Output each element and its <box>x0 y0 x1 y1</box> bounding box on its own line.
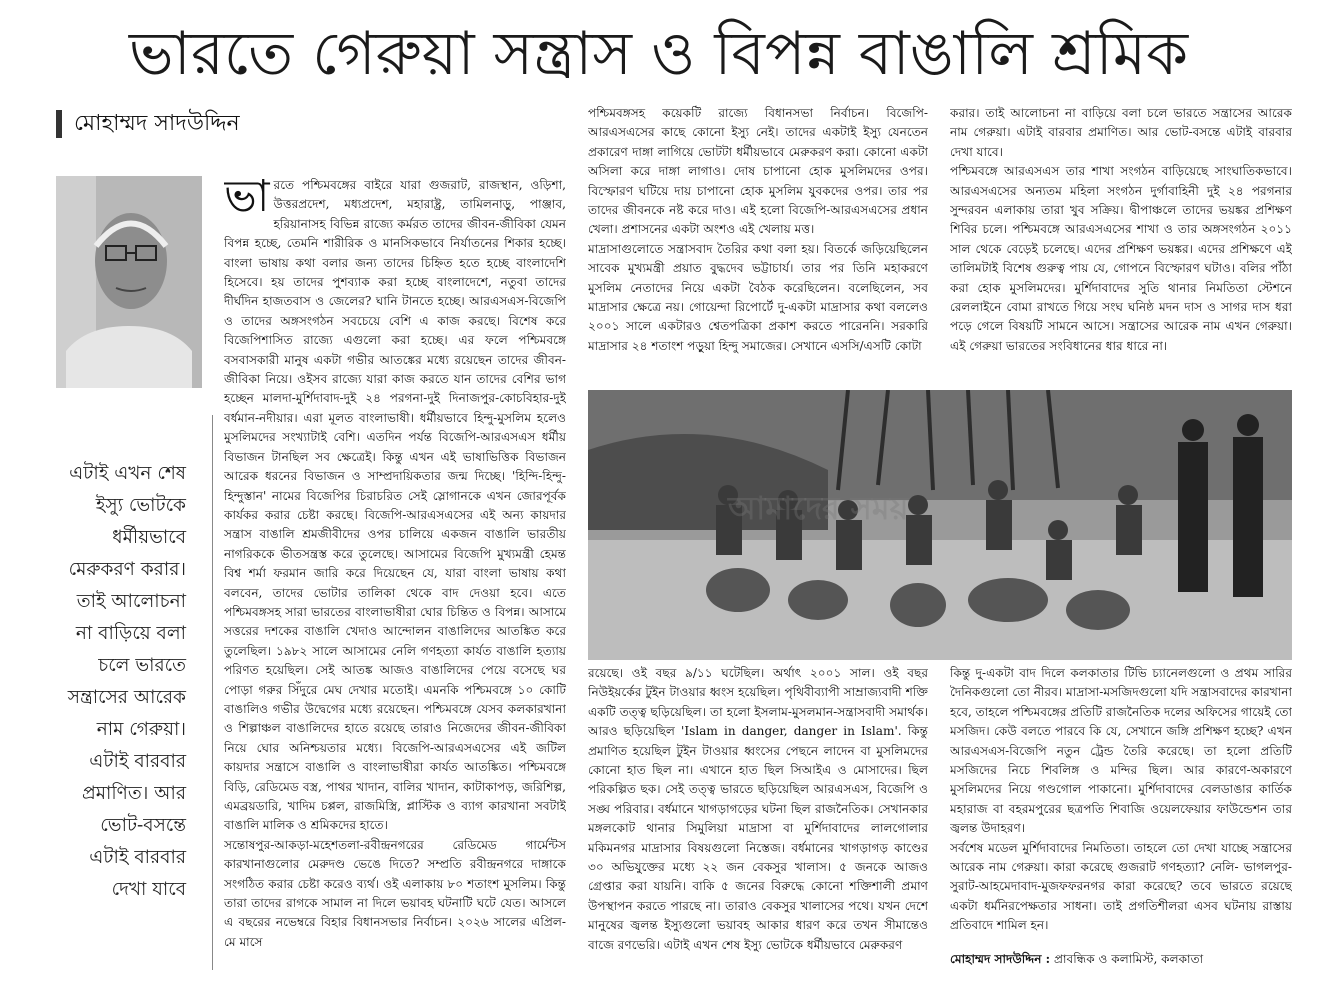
article-column-5 <box>950 664 1292 984</box>
article-paragraph: মাদ্রাসাগুলোতে সন্ত্রাসবাদ তৈরির কথা বলা হয়। বিতর্কে জড়িয়েছিলেন সাবেক মুখ্যমন্ত্রী প্রয়াত বুদ্ধদেব ভট্টাচার্য। তার পর তিনি মহাকরণে মুসলিম নেতাদের নিয়ে একটা বৈঠক করেছিলেন। বলেছিলেন, সব মাদ্রাসার ক্ষেত্রে নয়। গোয়েন্দা রিপোর্টে দু-একটা মাদ্রাসার কথা বললেও ২০০১ সালে একটারও শ্বেতপত্রিকা প্রকাশ করতে পারেননি। সরকারি মাদ্রাসার ২৪ শতাংশ পড়ুয়া হিন্দু সমাজের। সেখানে এসসি/এসটি কোটা <box>588 241 928 353</box>
news-photo <box>588 390 1292 660</box>
article-paragraph: পশ্চিমবঙ্গসহ কয়েকটি রাজ্যে বিধানসভা নির্বাচন। বিজেপি-আরএসএসের কাছে কোনো ইস্যু নেই। তাদের একটাই ইস্যু যেনতেন প্রকারেণ দাঙ্গা লাগিয়ে ভোটটা ধর্মীয়ভাবে মেরুকরণ করা। কোনো একটা অসিলা করে দাঙ্গা লাগাও। দোষ চাপানো হোক মুসলিমদের ওপর। বিস্ফোরণ ঘটিয়ে দায় চাপানো হোক মুসলিম যুবকদের ওপর। তার পর তাদের জীবনকে নষ্ট করে দাও। এই হলো বিজেপি-আরএসএসের প্রধান খেলা। প্রশাসনের একটা অংশও এই খেলায় মত্ত। <box>588 106 928 237</box>
headline: ভারতে গেরুয়া সন্ত্রাস ও বিপন্ন বাঙালি শ্রমিক <box>128 19 1189 89</box>
author-photo <box>56 176 202 388</box>
drop-cap: ভা <box>224 176 270 222</box>
author-signature: মোহাম্মদ সাদউদ্দিন : প্রাবন্ধিক ও কলামিস্ট, কলকাতা <box>950 951 1204 966</box>
watermark: আমাদের সময় <box>728 489 909 527</box>
article-column-1 <box>224 176 566 976</box>
column-divider <box>212 415 213 970</box>
article-column-3 <box>950 104 1292 382</box>
article-column-2 <box>588 104 928 382</box>
article-paragraph: সর্বশেষ মডেল মুর্শিদাবাদের নিমতিতা। তাহলে তো দেখা যাচ্ছে সন্ত্রাসের আরেক নাম গেরুয়া। কারা করেছে গুজরাট গণহত্যা? নেলি- ভাগলপুর-সুরাট-আহমেদাবাদ-মুজফফরনগর কারা করেছে? তবে ভারতে রয়েছে একটা ধর্মনিরপেক্ষতার সাধনা। তাই প্রগতিশীলরা এসব ঘটনায় রাস্তায় প্রতিবাদে শামিল হন। <box>950 840 1292 933</box>
byline <box>56 108 240 140</box>
article-paragraph: পশ্চিমবঙ্গে আরএসএস তার শাখা সংগঠন বাড়িয়েছে সাংঘাতিকভাবে। আরএসএসের অন্যতম মহিলা সংগঠন দুর্গাবাহিনী দুই ২৪ পরগনার সুন্দরবন এলাকায় তারা খুব সক্রিয়। দ্বীপাঞ্চলে তাদের ভয়ঙ্কর প্রশিক্ষণ শিবির চলে। পশ্চিমবঙ্গে আরএসএসের শাখা ও তার অঙ্গসংগঠন ২০১১ সাল থেকে বেড়েই চলেছে। এদের প্রশিক্ষণ ভয়ঙ্কর। এদের প্রশিক্ষণে এই তালিমটাই বিশেষ গুরুত্ব পায় যে, গোপনে বিস্ফোরণ ঘটাও। বলির পাঁঠা করা হোক মুসলিমদের। মুর্শিদাবাদের সুতি থানার নিমতিতা স্টেশনে রেললাইনে বোমা রাখতে গিয়ে সংঘ ঘনিষ্ঠ মদন দাস ও সাগর দাস ধরা পড়ে গেলে বিষয়টি সামনে আসে। সন্ত্রাসের আরেক নাম এখন গেরুয়া। এই গেরুয়া ভারতের সংবিধানের ধার ধারে না। <box>950 164 1292 353</box>
byline-bar <box>56 110 62 138</box>
article-column-4 <box>588 664 928 984</box>
article-paragraph: করার। তাই আলোচনা না বাড়িয়ে বলা চলে ভারতে সন্ত্রাসের আরেক নাম গেরুয়া। এটাই বারবার প্রমাণিত। আর ভোট-বসন্তে এটাই বারবার দেখা যাবে। <box>950 106 1292 159</box>
article-paragraph: রয়েছে। ওই বছর ৯/১১ ঘটেছিল। অর্থাৎ ২০০১ সাল। ওই বছর নিউইয়র্কের টুইন টাওয়ার ধ্বংস হয়েছিল। পৃথিবীব্যাপী সাম্রাজ্যবাদী শক্তি একটি তত্ত্ব ছড়িয়েছিল। তা হলো ইসলাম-মুসলমান-সন্ত্রাসবাদী সমার্থক। আরও ছড়িয়েছিল 'Islam in danger, danger in Islam'. কিন্তু প্রমাণিত হয়েছিল টুইন টাওয়ার ধ্বংসের পেছনে লাদেন বা মুসলিমদের কোনো হাত ছিল না। এখানে হাত ছিল সিআইএ ও মোসাদের। ছিল পরিকল্পিত ছক। সেই তত্ত্ব ভারতে ছড়িয়েছিল আরএসএস, বিজেপি ও সঙ্ঘ পরিবার। বর্ধমানে খাগড়াগড়ের ঘটনা ছিল রাজনৈতিক। সেখানকার মঙ্গলকোট থানার সিমুলিয়া মাদ্রাসা বা মুর্শিদাবাদের লালগোলার মকিমনগর মাদ্রাসার বিষয়গুলো নিস্তেজ। বর্ধমানের খাগড়াগড় কাণ্ডের ৩০ অভিযুক্তের মধ্যে ২২ জন বেকসুর খালাস। ৫ জনকে আজও গ্রেপ্তার করা যায়নি। বাকি ৫ জনের বিরুদ্ধে কোনো শক্তিশালী প্রমাণ উপস্থাপন করতে পারছে না। তারাও বেকসুর খালাসের পথে। যখন দেশে মানুষের জ্বলন্ত ইস্যুগুলো ভয়াবহ আকার ধারণ করে তখন সীমান্তেও বাজে রণভেরি। এটাই এখন শেষ ইস্যু ভোটকে ধর্মীয়ভাবে মেরুকরণ <box>588 666 928 952</box>
pull-quote: এটাই এখন শেষ ইস্যু ভোটকে ধর্মীয়ভাবে মেরুকরণ করার। তাই আলোচনা না বাড়িয়ে বলা চলে ভারতে সন্ত্রাসের আরেক নাম গেরুয়া। এটাই বারবার প্রমাণিত। আর ভোট-বসন্তে এটাই বারবার দেখা যাবে <box>67 463 186 900</box>
article-paragraph: কিন্তু দু-একটা বাদ দিলে কলকাতার টিভি চ্যানেলগুলো ও প্রথম সারির দৈনিকগুলো তো নীরব। মাদ্রাসা-মসজিদগুলো যদি সন্ত্রাসবাদের কারখানা হবে, তাহলে পশ্চিমবঙ্গের প্রতিটি রাজনৈতিক দলের অফিসের গায়েই তো মসজিদ। কেউ বলতে পারবে কি যে, সেখানে জঙ্গি প্রশিক্ষণ হচ্ছে? এখন আরএসএস-বিজেপি নতুন ট্রেন্ড তৈরি করেছে। তা হলো প্রতিটি মসজিদের নিচে শিবলিঙ্গ ও মন্দির ছিল। আর কারণে-অকারণে মুসলিমদের নিয়ে গণ্ডগোল পাকানো। মুর্শিদাবাদের বেলডাঙার কার্তিক মহারাজ বা বহরমপুরের ছত্রপতি শিবাজি ওয়েলফেয়ার ফাউন্ডেশন তার জ্বলন্ত উদাহরণ। <box>950 666 1292 836</box>
byline-author: মোহাম্মদ সাদউদ্দিন <box>74 111 240 136</box>
article-paragraph: ভারতে পশ্চিমবঙ্গের বাইরে যারা গুজরাট, রাজস্থান, ওড়িশা, উত্তরপ্রদেশ, মধ্যপ্রদেশ, মহারাষ্ট্র, তামিলনাড়ু, পাঞ্জাব, হরিয়ানাসহ বিভিন্ন রাজ্যে কর্মরত তাদের জীবন-জীবিকা যেমন বিপন্ন হচ্ছে, তেমনি শারীরিক ও মানসিকভাবে নির্যাতনের শিকার হচ্ছে। বাংলা ভাষায় কথা বলার জন্য তাদের চিহ্নিত হতে হচ্ছে বাংলাদেশি হিসেবে। হয় তাদের পুশব্যাক করা হচ্ছে বাংলাদেশে, নতুবা তাদের দীর্ঘদিন হাজতবাস ও জেলের? ঘানি টানতে হচ্ছে। আরএসএস-বিজেপি ও তাদের অঙ্গসংগঠন সবচেয়ে বেশি এ কাজ করছে। বিশেষ করে বিজেপিশাসিত রাজ্যে এগুলো করা হচ্ছে। এর ফলে পশ্চিমবঙ্গে বসবাসকারী মানুষ একটা গভীর আতঙ্কের মধ্যে রয়েছেন তাদের জীবন-জীবিকা নিয়ে। ওইসব রাজ্যে যারা কাজ করতে যান তাদের বেশির ভাগ হচ্ছেন মালদা-মুর্শিদাবাদ-দুই ২৪ পরগনা-দুই দিনাজপুর-কোচবিহার-দুই বর্ধমান-নদীয়ার। এরা মূলত বাংলাভাষী। ধর্মীয়ভাবে হিন্দু-মুসলিম হলেও মুসলিমদের সংখ্যাটাই বেশি। এতদিন পর্যন্ত বিজেপি-আরএসএস ধর্মীয় বিভাজন টানছিল সব ক্ষেত্রেই। কিন্তু এখন এই ভাষাভিত্তিক বিভাজন আরেক ধরনের বিভাজন ও সাম্প্রদায়িকতার জন্ম দিচ্ছে। 'হিন্দি-হিন্দু-হিন্দুস্তান' নামের বিজেপির চিরাচরিত সেই স্লোগানকে এখন জোরপূর্বক কার্যকর করার চেষ্টা করছে। বিজেপি-আরএসএসের এই অন্য কায়দার সন্ত্রাস বাঙালি শ্রমজীবীদের ওপর চালিয়ে একজন বাঙালি ভারতীয় নাগরিককে ভীতসন্ত্রস্ত করে তুলেছে। আসামের বিজেপি মুখ্যমন্ত্রী হেমন্ত বিশ্ব শর্মা ফরমান জারি করে দিয়েছেন যে, যারা বাংলা ভাষায় কথা বলবেন, তাদের ভোটার তালিকা থেকে বাদ দেওয়া হবে। এতে পশ্চিমবঙ্গসহ সারা ভারতের বাংলাভাষীরা ঘোর চিন্তিত ও বিপন্ন। আসামে সত্তরের দশকের বাঙালি খেদাও আন্দোলন বাঙালিদের আতঙ্কিত করে তুলেছিল। ১৯৮২ সালে আসামের নেলি গণহত্যা কার্যত বাঙালি হত্যায় পরিণত হয়েছিল। সেই আতঙ্ক আজও বাঙালিদের পেয়ে বসেছে ঘর পোড়া গরুর সিঁদুরে মেঘ দেখার মতোই। এমনকি পশ্চিমবঙ্গে ১০ কোটি বাঙালিও গভীর উদ্বেগের মধ্যে রয়েছেন। পশ্চিমবঙ্গে যেসব কলকারখানা ও শিল্পাঞ্চল বাঙালিদের হাতে রয়েছে তারাও নিজেদের জীবন-জীবিকা নিয়ে ঘোর অনিশ্চয়তার মধ্যে। বিজেপি-আরএসএসের এই জটিল কায়দার সন্ত্রাসে বাঙালি ও বাংলাভাষীরা কার্যত আতঙ্কিত। পশ্চিমবঙ্গে বিড়ি, রেডিমেড বস্ত্র, পাথর খাদান, বালির খাদান, কাটাকাপড়, জরিশিল্প, এমব্রয়ডারি, খাদিম চপ্পল, রাজমিস্ত্রি, প্লাস্টিক ও ব্যাগ কারখানা সবটাই বাঙালি মালিক ও শ্রমিকদের হাতে। <box>224 176 566 833</box>
article-paragraph: সন্তোষপুর-আকড়া-মহেশতলা-রবীন্দ্রনগরের রেডিমেড গার্মেন্টস কারখানাগুলোর মেরুদণ্ড ভেঙে দিতে? সম্প্রতি রবীন্দ্রনগরে দাঙ্গাকে সংগঠিত করার চেষ্টা করেও ব্যর্থ। ওই এলাকায় ৮০ শতাংশ মুসলিম। কিন্তু তারা তাদের রাগকে সামাল না দিলে ভয়াবহ ঘটনাটি ঘটে যেত। আসলে এ বছরের নভেম্বরে বিহার বিধানসভার নির্বাচন। ২০২৬ সালের এপ্রিল-মে মাসে <box>224 837 566 949</box>
